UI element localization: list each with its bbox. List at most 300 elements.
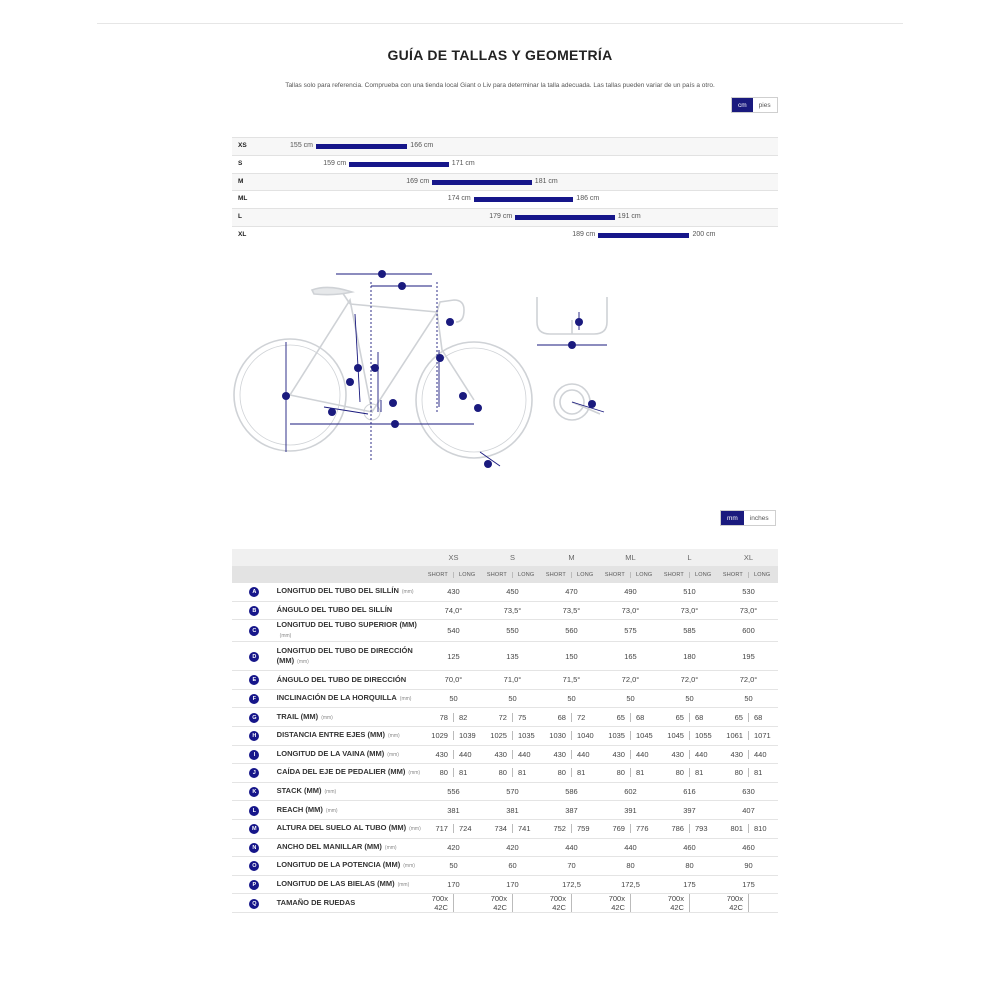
value: 50 (626, 694, 635, 704)
value-cell (424, 601, 483, 620)
size-max-height: 181 cm (534, 177, 558, 185)
long-value: 68 (635, 712, 645, 722)
value: 585 (683, 626, 696, 636)
long-value: 440 (753, 749, 767, 759)
long-value: 68 (753, 712, 763, 722)
value-cell (601, 764, 660, 783)
short-long-header (542, 566, 601, 583)
value: 50 (449, 694, 458, 704)
row-name: LONGITUD DE LAS BIELAS (MM) (276, 879, 395, 889)
value-cell (719, 726, 778, 745)
short-value: 1029 (424, 731, 454, 740)
short-value: 430 (483, 750, 513, 759)
size-label: M (238, 177, 244, 185)
short-label: SHORT (424, 572, 454, 578)
value: 80 (626, 861, 635, 871)
geometry-table (232, 549, 778, 913)
long-value (572, 894, 601, 912)
short-value: 65 (601, 713, 631, 722)
value-cell (483, 689, 542, 708)
row-name-cell (277, 894, 424, 913)
value: 70,0° (444, 675, 463, 685)
value: 570 (506, 787, 519, 797)
value-cell (601, 801, 660, 820)
saddle (312, 287, 352, 294)
geometry-row-h (232, 726, 778, 745)
value: 420 (506, 842, 519, 852)
value-cell (601, 671, 660, 690)
row-name-cell (277, 601, 424, 620)
value: 550 (506, 626, 519, 636)
short-value: 1025 (483, 731, 513, 740)
row-name-cell (277, 857, 424, 876)
row-letter-cell (232, 708, 277, 727)
row-letter-cell (232, 689, 277, 708)
geometry-row-c (232, 620, 778, 642)
row-letter-badge: G (249, 713, 259, 723)
value-cell (719, 894, 778, 913)
row-unit: (mm) (408, 770, 421, 777)
short-long-header (424, 566, 483, 583)
short-long-header-row (232, 566, 778, 583)
row-unit: (mm) (409, 826, 421, 833)
size-max-height: 166 cm (410, 142, 434, 149)
size-range-bar (515, 215, 615, 220)
geometry-row-j (232, 764, 778, 783)
value-cell (424, 857, 483, 876)
short-value: 430 (542, 750, 572, 759)
value: 195 (742, 651, 755, 661)
size-label: L (238, 213, 242, 221)
long-label: LONG (635, 571, 653, 578)
value: 460 (742, 842, 755, 852)
row-letter-badge: N (249, 843, 259, 853)
row-letter-badge: M (249, 824, 259, 834)
size-min-height: 169 cm (406, 177, 430, 185)
long-value: 440 (576, 749, 590, 759)
value-cell (719, 875, 778, 894)
value: 172,5 (562, 880, 581, 890)
short-value: 769 (601, 824, 631, 833)
size-column-header: S (483, 549, 542, 566)
value: 74,0° (444, 605, 463, 615)
value-cell (601, 708, 660, 727)
short-value: 80 (660, 768, 690, 777)
value-cell (601, 583, 660, 601)
short-label: SHORT (542, 572, 572, 578)
short-value: 65 (719, 713, 749, 722)
size-min-height: 155 cm (290, 142, 313, 149)
value-cell (483, 819, 542, 838)
value-cell (601, 782, 660, 801)
long-value: 724 (458, 824, 472, 834)
short-value: 700x 42C (660, 894, 690, 912)
row-name-cell (277, 801, 424, 820)
value: 73,0° (680, 605, 699, 615)
value-cell (542, 782, 601, 801)
value-cell (424, 894, 483, 913)
value-cell (542, 857, 601, 876)
size-row-xs (232, 137, 778, 155)
value-cell (424, 782, 483, 801)
value-cell (660, 764, 719, 783)
size-range-bar (474, 197, 574, 202)
value-cell (542, 764, 601, 783)
value-cell (719, 764, 778, 783)
value-cell (542, 642, 601, 671)
value-cell (542, 620, 601, 642)
row-letter-cell (232, 671, 277, 690)
value: 71,5° (562, 675, 581, 685)
value: 470 (565, 587, 578, 597)
dimension-badges (282, 270, 492, 468)
value-cell (719, 838, 778, 857)
row-name-cell (277, 671, 424, 690)
value-cell (660, 689, 719, 708)
short-value: 752 (542, 824, 572, 833)
value-cell (542, 894, 601, 913)
value-cell (483, 857, 542, 876)
value: 50 (449, 861, 458, 871)
value: 440 (624, 842, 637, 852)
value: 600 (742, 626, 755, 636)
row-letter-badge: I (249, 750, 259, 760)
unit-mm-button[interactable]: mm (721, 511, 744, 525)
value-cell (601, 620, 660, 642)
row-letter-badge: D (249, 652, 259, 662)
long-value: 440 (635, 749, 649, 759)
short-value: 786 (660, 824, 690, 833)
value-cell (660, 894, 719, 913)
value: 560 (565, 626, 578, 636)
row-unit: (mm) (401, 589, 414, 596)
size-max-height: 191 cm (617, 213, 641, 221)
long-value: 1071 (753, 731, 771, 741)
value-cell (601, 689, 660, 708)
value-cell (483, 838, 542, 857)
value: 175 (742, 880, 755, 890)
value-cell (424, 801, 483, 820)
long-value: 81 (753, 768, 763, 778)
geometry-row-m (232, 819, 778, 838)
unit-inches-button[interactable]: inches (744, 511, 775, 525)
value: 616 (683, 787, 696, 797)
dimension-lines (286, 274, 500, 466)
value: 460 (683, 842, 696, 852)
long-value: 1045 (635, 731, 653, 741)
value: 430 (447, 587, 460, 597)
value: 510 (683, 587, 696, 597)
row-letter-badge: K (249, 787, 259, 797)
short-label: SHORT (483, 572, 513, 578)
row-name: LONGITUD DEL TUBO SUPERIOR (MM) (276, 620, 417, 630)
row-letter-badge: C (249, 626, 259, 636)
value: 80 (685, 861, 694, 871)
value: 50 (744, 694, 753, 704)
long-value (454, 894, 483, 912)
value-cell (660, 819, 719, 838)
value-cell (542, 819, 601, 838)
value: 70 (567, 861, 576, 871)
size-max-height: 200 cm (692, 230, 716, 238)
value: 490 (624, 587, 637, 597)
size-max-height: 186 cm (576, 195, 600, 203)
value-cell (483, 708, 542, 727)
size-max-height: 171 cm (451, 159, 475, 167)
row-letter-cell (232, 838, 277, 857)
row-letter-cell (232, 642, 277, 671)
size-row-s (232, 155, 778, 173)
value: 175 (683, 880, 696, 890)
value-cell (601, 745, 660, 764)
value-cell (660, 782, 719, 801)
long-value: 81 (517, 768, 527, 778)
value-cell (660, 801, 719, 820)
value-cell (719, 745, 778, 764)
value-cell (542, 801, 601, 820)
row-letter-cell (232, 894, 277, 913)
row-name-cell (277, 745, 424, 764)
row-name-cell (277, 642, 424, 671)
size-label: XL (238, 230, 247, 238)
short-value: 80 (542, 768, 572, 777)
short-value: 80 (601, 768, 631, 777)
value: 73,5° (503, 605, 522, 615)
row-name: STACK (MM) (276, 786, 322, 796)
value: 420 (447, 842, 460, 852)
short-value: 700x 42C (601, 894, 631, 912)
row-letter-badge: F (249, 694, 259, 704)
long-value: 72 (576, 712, 586, 722)
value: 530 (742, 587, 755, 597)
value-cell (660, 620, 719, 642)
value-cell (719, 857, 778, 876)
value-cell (719, 819, 778, 838)
short-value: 80 (719, 768, 749, 777)
short-value: 734 (483, 824, 513, 833)
geometry-row-p (232, 875, 778, 894)
row-unit: (mm) (325, 807, 338, 814)
value-cell (483, 642, 542, 671)
row-letter-badge: B (249, 606, 259, 616)
row-name-cell (277, 726, 424, 745)
short-value: 72 (483, 713, 513, 722)
value: 391 (624, 805, 637, 815)
long-label: LONG (458, 571, 476, 578)
value-cell (660, 726, 719, 745)
short-value: 65 (660, 713, 690, 722)
value-cell (483, 671, 542, 690)
long-value (513, 894, 542, 912)
row-name-cell (277, 838, 424, 857)
size-min-height: 159 cm (323, 159, 347, 167)
row-letter-badge: L (249, 806, 259, 816)
long-value: 68 (694, 712, 704, 722)
long-value (631, 894, 660, 912)
size-note: Tallas solo para referencia. Comprueba con una tienda local Giant o Liv para determinar la talla adecuada. Las tallas pueden variar de un país a otro. (285, 82, 715, 89)
row-name: LONGITUD DE LA VAINA (MM) (276, 748, 385, 758)
size-min-height: 189 cm (572, 230, 596, 238)
short-value: 1061 (719, 731, 749, 740)
geometry-row-a (232, 583, 778, 601)
size-row-l (232, 208, 778, 226)
value-cell (424, 642, 483, 671)
short-value: 801 (719, 824, 749, 833)
row-unit: (mm) (397, 882, 410, 889)
value-cell (601, 838, 660, 857)
value: 397 (683, 805, 696, 815)
row-name-cell (277, 875, 424, 894)
long-value: 810 (753, 824, 767, 834)
value: 387 (565, 805, 578, 815)
size-header-row (232, 549, 778, 566)
row-name-cell (277, 782, 424, 801)
value-cell (483, 875, 542, 894)
short-value: 430 (719, 750, 749, 759)
long-value: 741 (517, 824, 531, 834)
long-value: 1035 (517, 731, 535, 741)
value: 50 (685, 694, 694, 704)
row-name: LONGITUD DE LA POTENCIA (MM) (276, 860, 401, 870)
short-long-header (483, 566, 542, 583)
short-value: 80 (424, 768, 454, 777)
value-cell (424, 689, 483, 708)
row-name: ANCHO DEL MANILLAR (MM) (276, 841, 382, 851)
row-letter-badge: O (249, 861, 259, 871)
row-name: DISTANCIA ENTRE EJES (MM) (276, 730, 385, 740)
long-value: 759 (576, 824, 590, 834)
long-value (749, 894, 778, 912)
row-name: ÁNGULO DEL TUBO DE DIRECCIÓN (276, 674, 407, 684)
geometry-row-q (232, 894, 778, 913)
geometry-row-g (232, 708, 778, 727)
short-value: 717 (424, 824, 454, 833)
row-name: TAMAÑO DE RUEDAS (276, 898, 356, 908)
row-letter-badge: J (249, 768, 259, 778)
unit-cm-button[interactable]: cm (732, 98, 753, 112)
row-unit: (mm) (384, 844, 397, 851)
top-divider (97, 23, 903, 24)
value: 72,0° (739, 675, 758, 685)
row-letter-cell (232, 819, 277, 838)
row-unit: (mm) (388, 733, 400, 740)
value: 172,5 (621, 880, 640, 890)
geometry-row-i (232, 745, 778, 764)
value: 602 (624, 787, 637, 797)
unit-feet-button[interactable]: pies (753, 98, 777, 112)
value: 71,0° (503, 675, 522, 685)
value-cell (660, 857, 719, 876)
value-cell (483, 764, 542, 783)
handlebar-detail (537, 297, 607, 334)
row-name: ÁNGULO DEL TUBO DEL SILLÍN (276, 605, 393, 615)
geometry-row-o (232, 857, 778, 876)
row-name-cell (277, 819, 424, 838)
long-label: LONG (576, 571, 594, 578)
value-cell (424, 764, 483, 783)
value: 72,0° (680, 675, 699, 685)
long-value: 81 (635, 768, 645, 778)
short-label: SHORT (601, 572, 631, 578)
geometry-row-e (232, 671, 778, 690)
row-name: LONGITUD DEL TUBO DEL SILLÍN (276, 586, 399, 596)
size-range-bar (349, 162, 449, 167)
geometry-row-n (232, 838, 778, 857)
row-unit: (mm) (279, 633, 292, 640)
page-title: GUÍA DE TALLAS Y GEOMETRÍA (387, 47, 613, 63)
geometry-row-b (232, 601, 778, 620)
size-column-header: L (660, 549, 719, 566)
value-cell (719, 642, 778, 671)
long-value: 793 (694, 824, 708, 834)
short-value: 68 (542, 713, 572, 722)
value: 586 (565, 787, 578, 797)
value: 381 (447, 805, 460, 815)
short-value: 1030 (542, 731, 572, 740)
value-cell (483, 726, 542, 745)
value: 73,0° (739, 605, 758, 615)
value-cell (424, 745, 483, 764)
row-name-cell (277, 764, 424, 783)
size-label: XS (238, 142, 247, 149)
row-letter-badge: P (249, 880, 259, 890)
short-value: 430 (660, 750, 690, 759)
value: 450 (506, 587, 519, 597)
value-cell (542, 726, 601, 745)
long-value: 440 (458, 749, 472, 759)
row-name: INCLINACIÓN DE LA HORQUILLA (276, 693, 397, 703)
row-letter-cell (232, 726, 277, 745)
long-label: LONG (694, 571, 712, 578)
geometry-row-d (232, 642, 778, 671)
value: 407 (742, 805, 755, 815)
row-letter-cell (232, 801, 277, 820)
short-label: SHORT (719, 572, 749, 578)
row-letter-cell (232, 583, 277, 601)
row-letter-cell (232, 745, 277, 764)
value-cell (719, 620, 778, 642)
row-unit: (mm) (321, 714, 333, 721)
size-range-chart (232, 137, 778, 244)
value-cell (424, 620, 483, 642)
row-unit: (mm) (403, 863, 415, 870)
geometry-row-l (232, 801, 778, 820)
value-cell (601, 857, 660, 876)
long-value: 81 (576, 768, 586, 778)
value: 125 (447, 651, 460, 661)
short-value: 80 (483, 768, 513, 777)
short-long-header (719, 566, 778, 583)
value-cell (660, 838, 719, 857)
row-letter-cell (232, 857, 277, 876)
long-label: LONG (517, 571, 535, 578)
short-long-header (601, 566, 660, 583)
value: 50 (567, 694, 576, 704)
value-cell (542, 745, 601, 764)
long-value: 81 (694, 768, 704, 778)
short-value: 430 (424, 750, 454, 759)
row-name-cell (277, 708, 424, 727)
geometry-row-f (232, 689, 778, 708)
value-cell (660, 745, 719, 764)
short-value: 1045 (660, 731, 690, 740)
value-cell (601, 642, 660, 671)
size-column-header: XL (719, 549, 778, 566)
value-cell (424, 583, 483, 601)
value-cell (719, 583, 778, 601)
value-cell (719, 689, 778, 708)
value: 73,0° (621, 605, 640, 615)
